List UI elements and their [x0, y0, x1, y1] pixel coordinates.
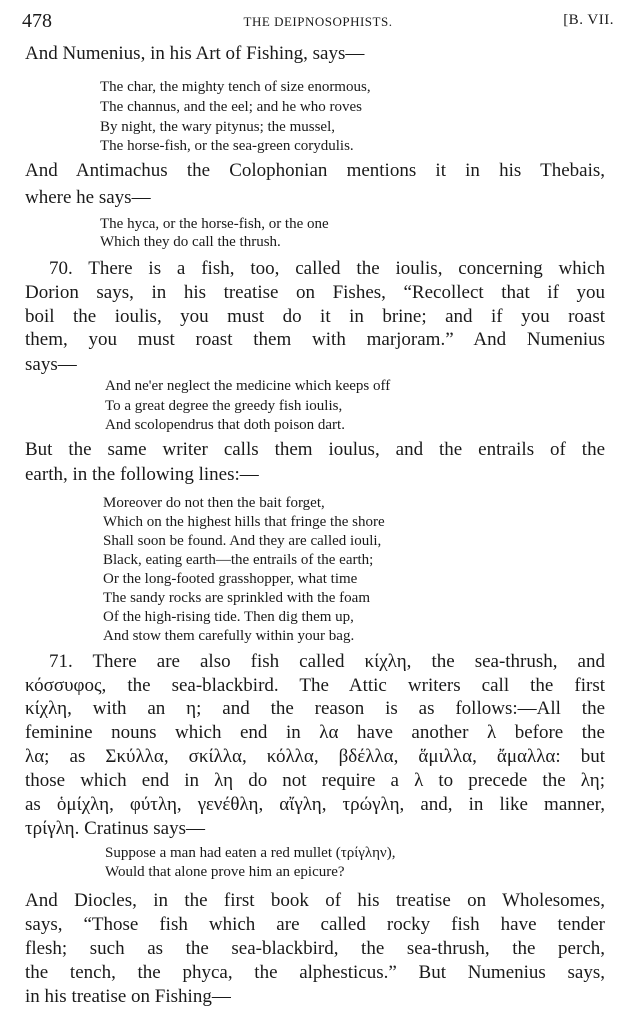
- prose-line: 70. There is a fish, too, called the ioulis, concerning which: [49, 258, 605, 279]
- verse-line: The sandy rocks are sprinkled with the foam: [103, 590, 371, 606]
- prose-line: λα; as Σκύλλα, σκίλλα, κόλλα, βδέλλα, ἅμιλλα, ἄμαλλα: but: [25, 746, 605, 767]
- prose-line: where he says—: [25, 187, 151, 208]
- verse-line: Suppose a man had eaten a red mullet (τρίγλην),: [105, 845, 396, 861]
- verse-line: Which they do call the thrush.: [100, 234, 281, 250]
- verse-line: To a great degree the greedy fish ioulis,: [105, 398, 343, 414]
- prose-line: flesh; such as the sea-blackbird, the sea-thrush, the perch,: [25, 938, 605, 959]
- prose-line: feminine nouns which end in λα have another λ before the: [25, 722, 605, 743]
- prose-line: the tench, the phyca, the alphesticus.” But Numenius says,: [25, 962, 605, 983]
- verse-line: The horse-fish, or the sea-green corydulis.: [100, 138, 354, 154]
- prose-line: κίχλη, with an η; and the reason is as follows:—All the: [25, 698, 605, 719]
- verse-line: Shall soon be found. And they are called iouli,: [103, 533, 382, 549]
- running-title: THE DEIPNOSOPHISTS.: [243, 14, 393, 29]
- verse-line: Of the high-rising tide. Then dig them up,: [103, 609, 354, 625]
- prose-line: 71. There are also fish called κίχλη, the sea-thrush, and: [49, 651, 605, 672]
- verse-line: Black, eating earth—the entrails of the earth;: [103, 552, 374, 568]
- prose-line: boil the ioulis, you must do it in brine; and if you roast: [25, 306, 605, 327]
- verse-line: The char, the mighty tench of size enormous,: [100, 79, 371, 95]
- verse-line: Which on the highest hills that fringe the shore: [103, 514, 385, 530]
- page-number: 478: [22, 10, 52, 32]
- book-section-label: [B. VII.: [563, 12, 614, 28]
- verse-line: Would that alone prove him an epicure?: [105, 864, 345, 880]
- prose-line: as ὁμίχλη, φύτλη, γενέθλη, αἴγλη, τρώγλη, and, in like manner,: [25, 794, 605, 815]
- verse-line: By night, the wary pitynus; the mussel,: [100, 119, 335, 135]
- verse-line: The hyca, or the horse-fish, or the one: [100, 216, 329, 232]
- verse-line: The channus, and the eel; and he who roves: [100, 99, 362, 115]
- prose-line: them, you must roast them with marjoram.” And Numenius: [25, 329, 605, 350]
- prose-line: those which end in λη do not require a λ to precede the λη;: [25, 770, 605, 791]
- verse-line: And ne'er neglect the medicine which keeps off: [105, 378, 391, 394]
- prose-line: says, “Those fish which are called rocky fish have tender: [25, 914, 605, 935]
- prose-line: in his treatise on Fishing—: [25, 986, 231, 1007]
- prose-line: And Numenius, in his Art of Fishing, says—: [25, 43, 365, 64]
- prose-line: Dorion says, in his treatise on Fishes, “Recollect that if you: [25, 282, 605, 303]
- prose-line: says—: [25, 354, 77, 375]
- prose-line: earth, in the following lines:—: [25, 464, 259, 485]
- verse-line: Or the long-footed grasshopper, what time: [103, 571, 358, 587]
- verse-line: And scolopendrus that doth poison dart.: [105, 417, 345, 433]
- prose-line: But the same writer calls them ioulus, and the entrails of the: [25, 439, 605, 460]
- prose-line: And Antimachus the Colophonian mentions it in his Thebais,: [25, 160, 605, 181]
- prose-line: And Diocles, in the first book of his treatise on Wholesomes,: [25, 890, 605, 911]
- verse-line: Moreover do not then the bait forget,: [103, 495, 325, 511]
- running-header: [22, 10, 614, 36]
- prose-line: κόσσυφος, the sea-blackbird. The Attic writers call the first: [25, 675, 605, 696]
- prose-line: τρίγλη. Cratinus says—: [25, 818, 205, 839]
- verse-line: And stow them carefully within your bag.: [103, 628, 355, 644]
